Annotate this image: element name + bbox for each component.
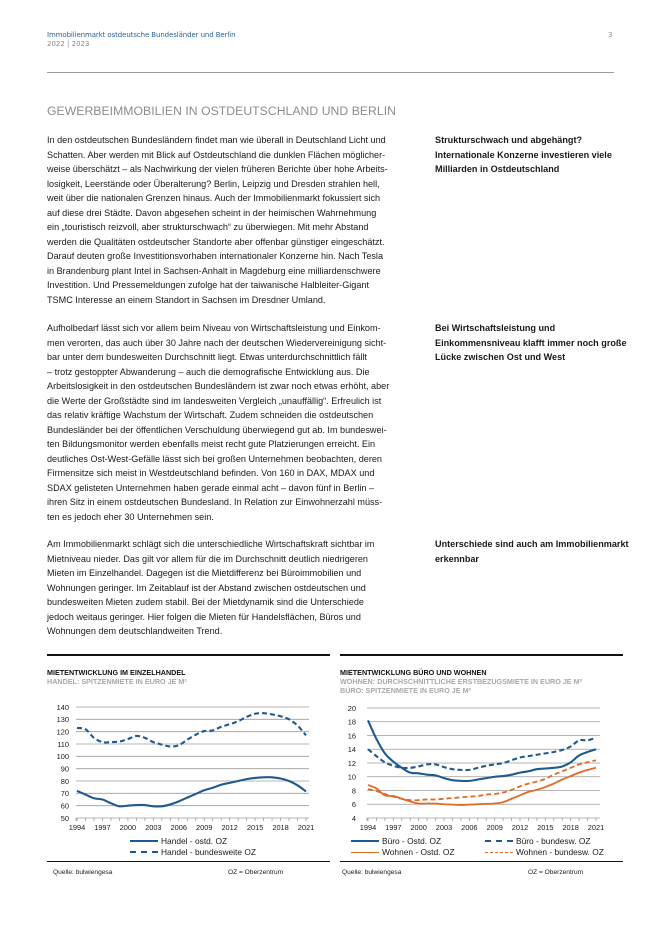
- y-tick-label: 120: [56, 727, 69, 737]
- page-number: 3: [608, 31, 613, 39]
- x-tick-label: 2018: [272, 823, 289, 832]
- y-tick-label: 4: [351, 813, 356, 823]
- text-line: Aufholbedarf lässt sich vor allem beim Niveau von Wirtschaftsleistung und Einkom-: [47, 323, 381, 333]
- chart-subtitle: BÜRO: SPITZENMIETE IN EURO JE M²: [340, 685, 471, 695]
- text-line: Arbeitslosigkeit in den ostdeutschen Bundesländern ist zwar noch etwas erhöht, aber: [47, 381, 390, 391]
- y-tick-label: 8: [351, 786, 356, 796]
- text-line: jedoch weitaus geringer. Hier folgen die Mieten für Handelsflächen, Büros und: [47, 611, 361, 622]
- text-line: bundesweiten Mieten zudem stabil. Bei der Mietdynamik sind die Unterschiede: [47, 597, 364, 607]
- text-line: in Brandenburg plant Intel in Sachsen-Anhalt in Magdeburg eine milliardenschwere: [47, 265, 381, 276]
- chart-source: Quelle: bulwiengesa: [342, 869, 402, 876]
- y-tick-label: 50: [60, 813, 69, 823]
- chart-source: Quelle: bulwiengesa: [53, 869, 113, 876]
- chart-title: MIETENTWICKLUNG BÜRO UND WOHNEN: [340, 667, 487, 677]
- legend-solid-line-icon: [351, 840, 379, 842]
- header-divider: [47, 72, 614, 73]
- legend-label: Handel - bundesweite OZ: [161, 847, 256, 857]
- legend-label: Büro - Ostd. OZ: [382, 836, 442, 846]
- x-tick-label: 1997: [385, 823, 402, 832]
- chart-title: MIETENTWICKLUNG IM EINZELHANDEL: [47, 667, 186, 677]
- legend-label: Büro - bundesw. OZ: [516, 836, 591, 846]
- sidenote-2: Bei Wirtschaftsleistung und Einkommensniveau klafft immer noch große Lücke zwischen Ost und West: [435, 323, 627, 362]
- running-header-year: 2022 | 2023: [47, 40, 90, 48]
- text-line: losigkeit, Leerstände oder Überalterung? Berlin, Leipzig und Dresden strahlen hell,: [47, 178, 380, 189]
- x-tick-label: 2015: [537, 823, 554, 832]
- y-tick-label: 110: [57, 739, 69, 749]
- chart-subtitle: HANDEL: SPITZENMIETE IN EURO JE M²: [47, 676, 187, 686]
- y-tick-label: 20: [347, 703, 356, 713]
- x-tick-label: 2000: [119, 823, 137, 832]
- text-line: – trotz gestoppter Abwanderung – auch die demografische Entwicklung aus. Die: [47, 366, 370, 377]
- legend-dashed-line-icon: [485, 852, 513, 853]
- y-tick-label: 14: [347, 745, 356, 755]
- text-line: werden die Qualitäten ostdeutscher Standorte aber offenbar günstiger eingeschätzt.: [47, 236, 385, 247]
- legend-item: [485, 847, 604, 857]
- chart-top-rule: [47, 654, 330, 656]
- x-tick-label: 2003: [435, 823, 453, 832]
- legend-dashed-line-icon: [485, 840, 513, 842]
- chart-buero-wohnen: [340, 654, 623, 695]
- chart-bottom-rule: [47, 861, 330, 862]
- text-line: ein „touristisch reizvoll, aber strukturschwach“ zu überwiegen. Mit mehr Abstand: [47, 222, 369, 232]
- chart-note: OZ = Oberzentrum: [528, 869, 584, 876]
- legend-item: [351, 836, 441, 846]
- chart-subtitle: WOHNEN: DURCHSCHNITTLICHE ERSTBEZUGSMIETE IN EURO JE M²: [340, 676, 582, 686]
- x-tick-label: 2018: [562, 823, 579, 832]
- text-line: Am Immobilienmarkt schlägt sich die unterschiedliche Wirtschaftskraft sichtbar im: [47, 539, 375, 549]
- text-line: Firmensitze sich meist in Westdeutschland befinden. Von 160 in DAX, MDAX und: [47, 468, 375, 478]
- legend-item: [351, 847, 454, 857]
- legend-label: Handel - ostd. OZ: [161, 836, 228, 846]
- x-tick-label: 2012: [221, 823, 238, 832]
- text-line: weise überschätzt – als Nachwirkung der vielen früheren Berichte über hohe Arbeits-: [47, 164, 388, 174]
- x-tick-label: 2006: [170, 823, 188, 832]
- x-tick-label: 1994: [68, 823, 86, 832]
- text-line: Wohnungen geringer. Im Zeitablauf ist der Abstand zwischen ostdeutschen und: [47, 582, 366, 593]
- y-tick-label: 130: [56, 715, 69, 725]
- text-line: Darauf deuten große Investitionsvorhaben internationaler Konzerne hin. Nach Tesla: [47, 251, 384, 261]
- text-line: Investition. Und Pressemeldungen zufolge hat der taiwanische Halbleiter-Gigant: [47, 280, 369, 290]
- text-line: deutliches Ost-West-Gefälle lässt sich bei großen Unternehmen beobachten, deren: [47, 453, 382, 464]
- text-line: SDAX gelisteten Unternehmen haben gerade einmal acht – davon fünf in Berlin –: [47, 482, 375, 493]
- y-tick-label: 10: [347, 772, 356, 782]
- y-tick-label: 140: [56, 702, 69, 712]
- x-tick-label: 2012: [511, 823, 529, 832]
- section-title: GEWERBEIMMOBILIEN IN OSTDEUTSCHLAND UND BERLIN: [47, 104, 397, 118]
- y-tick-label: 90: [60, 764, 69, 774]
- x-tick-label: 2015: [246, 823, 264, 832]
- y-tick-label: 6: [351, 800, 356, 810]
- text-line: bar unter dem bundesweiten Durchschnitt liegt. Etwas unterdurchschnittlich fällt: [47, 352, 367, 362]
- x-tick-label: 2009: [486, 823, 503, 832]
- legend-dashed-line-icon: [130, 851, 158, 853]
- text-line: das relativ kräftige Wachstum der Wirtschaft. Zudem schneiden die ostdeutschen: [47, 410, 374, 420]
- text-line: die Werte der Großstädte sind im landesweiten Vergleich „unauffällig“. Erfreulich ist: [47, 395, 382, 406]
- text-line: Bundesländer bei der öffentlichen Verschuldung überwiegend gut ab. Im bundeswei-: [47, 424, 387, 435]
- text-line: Schatten. Aber werden mit Blick auf Ostdeutschland die dunklen Flächen möglicher-: [47, 149, 386, 160]
- sidenote-1: Strukturschwach und abgehängt? Internationale Konzerne investieren viele Milliarden in Ostdeutschland: [435, 135, 612, 174]
- chart-bottom-rule: [340, 861, 623, 862]
- text-line: men verorten, das auch über 30 Jahre nach der deutschen Wiedervereinigung sicht-: [47, 337, 387, 348]
- text-line: ten es jedoch eher 30 Unternehmen sein.: [47, 511, 214, 522]
- series-line-b-ro-bundesw-oz: [368, 738, 596, 770]
- chart-top-rule: [340, 654, 623, 656]
- series-line-handel-bundesweite-oz: [77, 713, 306, 746]
- legend-solid-line-icon: [351, 852, 379, 853]
- text-line: ihren Sitz in einem ostdeutschen Bundesland. In Relation zur Einwohnerzahl müss-: [47, 497, 383, 507]
- x-tick-label: 2000: [410, 823, 427, 832]
- y-tick-label: 18: [347, 717, 356, 727]
- chart-note: OZ = Oberzentrum: [228, 869, 284, 876]
- x-tick-label: 2021: [587, 823, 605, 832]
- y-tick-label: 12: [347, 758, 356, 768]
- running-header-title: Immobilienmarkt ostdeutsche Bundesländer und Berlin: [47, 31, 236, 39]
- y-tick-label: 16: [347, 731, 356, 741]
- text-line: weit über die nationalen Grenzen hinaus. Auch der Immobilienmarkt fokussiert sich: [47, 193, 381, 203]
- body-paragraph-2: [47, 321, 427, 524]
- text-line: auf diese drei Städte. Davon abgesehen scheint in der heimischen Wahrnehmung: [47, 207, 377, 218]
- x-tick-label: 1997: [94, 823, 111, 832]
- legend-label: Wohnen - Ostd. OZ: [382, 847, 455, 857]
- body-paragraph-1: [47, 133, 427, 307]
- line-chart-buero-wohnen: [340, 700, 623, 840]
- text-line: TSMC Interesse an einem Standort in Sachsen im Dresdner Umland.: [47, 294, 326, 305]
- line-chart-einzelhandel: [47, 700, 330, 840]
- text-line: ten Bildungsmonitor werden ebenfalls meist recht gute Platzierungen erreicht. Ein: [47, 439, 376, 449]
- body-paragraph-3: [47, 537, 427, 639]
- legend-label: Wohnen - bundesw. OZ: [516, 847, 604, 857]
- y-tick-label: 60: [60, 801, 69, 811]
- x-tick-label: 1994: [359, 823, 377, 832]
- x-tick-label: 2006: [461, 823, 478, 832]
- x-tick-label: 2021: [297, 823, 315, 832]
- legend-solid-line-icon: [130, 840, 158, 842]
- x-tick-label: 2003: [145, 823, 162, 832]
- x-tick-label: 2009: [195, 823, 213, 832]
- text-line: Wohnungen dem deutschlandweiten Trend.: [47, 626, 223, 636]
- text-line: In den ostdeutschen Bundesländern findet man wie überall in Deutschland Licht und: [47, 135, 386, 145]
- legend-item: [485, 836, 590, 846]
- legend-item: [130, 836, 227, 846]
- text-line: Mieten im Einzelhandel. Dagegen ist die Mietdifferenz bei Büroimmobilien und: [47, 568, 362, 578]
- text-line: Mietniveau nieder. Das gilt vor allem für die im Durchschnitt deutlich niedrigeren: [47, 553, 368, 564]
- legend-item: [130, 847, 256, 857]
- y-tick-label: 80: [60, 776, 69, 786]
- series-line-handel-ostd-oz: [77, 777, 306, 806]
- chart-einzelhandel: [47, 654, 330, 686]
- sidenote-3: Unterschiede sind auch am Immobilienmarkt erkennbar: [435, 539, 629, 564]
- y-tick-label: 70: [60, 789, 69, 799]
- y-tick-label: 100: [56, 752, 69, 762]
